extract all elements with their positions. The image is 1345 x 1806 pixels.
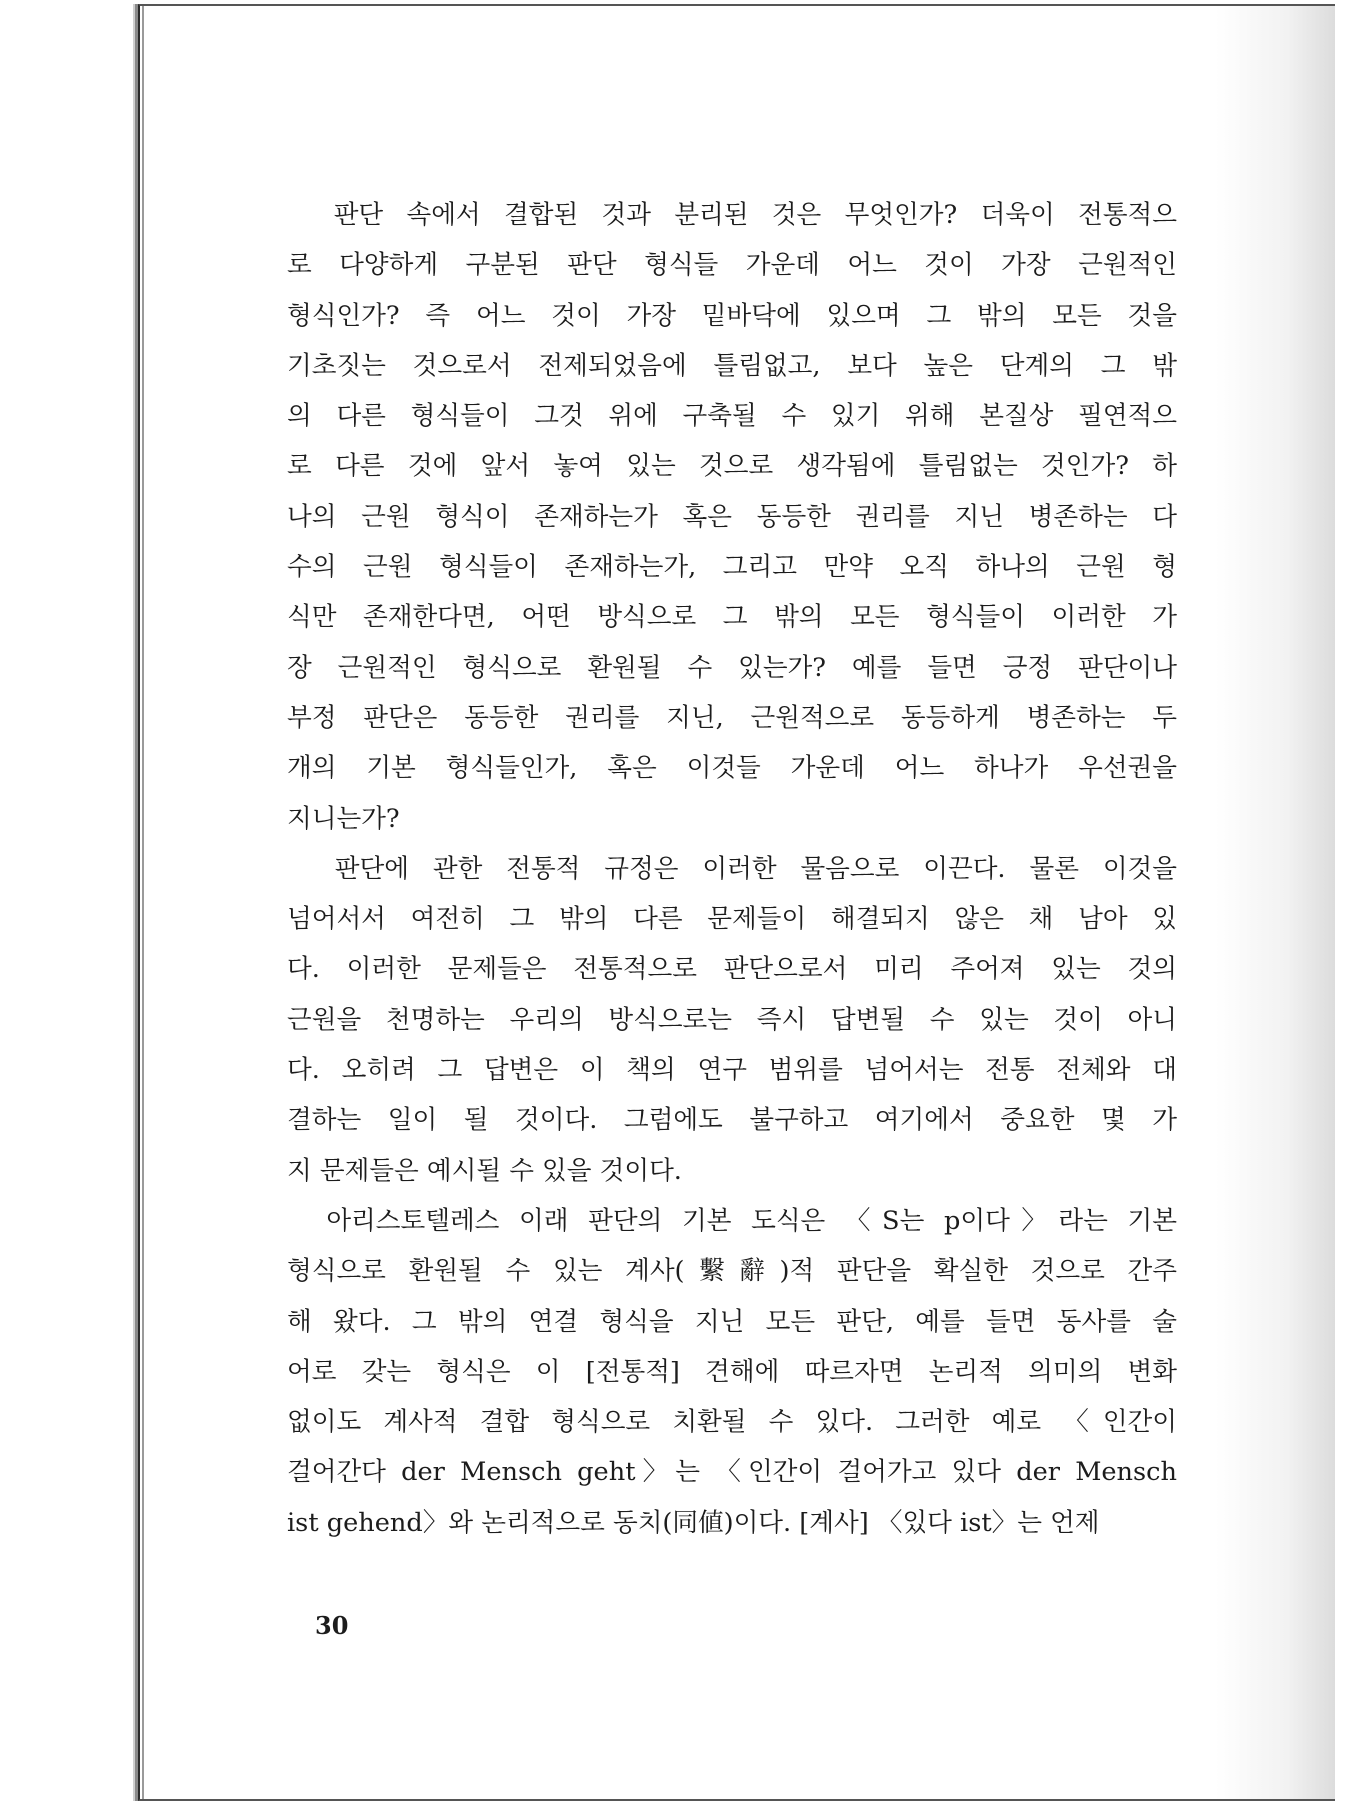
text-line: 판단 속에서 결합된 것과 분리된 것은 무엇인가? 더욱이 전통적으 xyxy=(287,200,1177,230)
text-line: 기초짓는 것으로서 전제되었음에 틀림없고, 보다 높은 단계의 그 밖 xyxy=(287,350,1177,381)
text-line: 수의 근원 형식들이 존재하는가, 그리고 만약 오직 하나의 근원 형 xyxy=(287,552,1177,583)
text-line: 나의 근원 형식이 존재하는가 혹은 동등한 권리를 지닌 병존하는 다 xyxy=(287,501,1177,532)
paragraph xyxy=(287,1196,1177,1548)
text-line: 다. 오히려 그 답변은 이 책의 연구 범위를 넘어서는 전통 전체와 대 xyxy=(287,1055,1177,1086)
text-line: 부정 판단은 동등한 권리를 지닌, 근원적으로 동등하게 병존하는 두 xyxy=(287,702,1177,733)
text-line: 형식인가? 즉 어느 것이 가장 밑바닥에 있으며 그 밖의 모든 것을 xyxy=(287,300,1177,331)
text-line: 개의 기본 형식들인가, 혹은 이것들 가운데 어느 하나가 우선권을 xyxy=(287,753,1177,784)
scan-background xyxy=(0,0,138,1806)
body-text xyxy=(287,190,1177,1548)
text-line: 지니는가? xyxy=(287,803,400,834)
text-line: 없이도 계사적 결합 형식으로 치환될 수 있다. 그러한 예로 〈인간이 xyxy=(287,1407,1177,1438)
text-line: 어로 갖는 형식은 이 [전통적] 견해에 따르자면 논리적 의미의 변화 xyxy=(287,1356,1177,1387)
text-line: 판단에 관한 전통적 규정은 이러한 물음으로 이끈다. 물론 이것을 xyxy=(287,853,1177,884)
text-line: 결하는 일이 될 것이다. 그럼에도 불구하고 여기에서 중요한 몇 가 xyxy=(287,1105,1177,1136)
text-line: 장 근원적인 형식으로 환원될 수 있는가? 예를 들면 긍정 판단이나 xyxy=(287,652,1177,683)
paragraph xyxy=(287,844,1177,1196)
text-line: 식만 존재한다면, 어떤 방식으로 그 밖의 모든 형식들이 이러한 가 xyxy=(287,602,1177,633)
text-line: 지 문제들은 예시될 수 있을 것이다. xyxy=(287,1155,682,1186)
text-line: 로 다른 것에 앞서 놓여 있는 것으로 생각됨에 틀림없는 것인가? 하 xyxy=(287,451,1177,482)
page-edge xyxy=(142,6,144,1799)
paragraph xyxy=(287,190,1177,844)
text-line: 로 다양하게 구분된 판단 형식들 가운데 어느 것이 가장 근원적인 xyxy=(287,250,1177,281)
page-number: 30 xyxy=(315,1611,349,1640)
text-line: 근원을 천명하는 우리의 방식으로는 즉시 답변될 수 있는 것이 아니 xyxy=(287,1004,1177,1035)
text-line: 다. 이러한 문제들은 전통적으로 판단으로서 미리 주어져 있는 것의 xyxy=(287,954,1177,985)
text-line: ist gehend〉와 논리적으로 동치(同値)이다. [계사] 〈있다 ist〉는 언제 xyxy=(287,1507,1100,1538)
text-line: 형식으로 환원될 수 있는 계사(繫辭)적 판단을 확실한 것으로 간주 xyxy=(287,1256,1177,1287)
text-line: 걸어간다 der Mensch geht〉는 〈인간이 걸어가고 있다 der Mensch xyxy=(287,1457,1177,1488)
text-line: 아리스토텔레스 이래 판단의 기본 도식은 〈S는 p이다〉라는 기본 xyxy=(287,1205,1177,1236)
text-line: 넘어서서 여전히 그 밖의 다른 문제들이 해결되지 않은 채 남아 있 xyxy=(287,904,1177,935)
text-line: 의 다른 형식들이 그것 위에 구축될 수 있기 위해 본질상 필연적으 xyxy=(287,401,1177,432)
text-line: 해 왔다. 그 밖의 연결 형식을 지닌 모든 판단, 예를 들면 동사를 술 xyxy=(287,1306,1177,1337)
